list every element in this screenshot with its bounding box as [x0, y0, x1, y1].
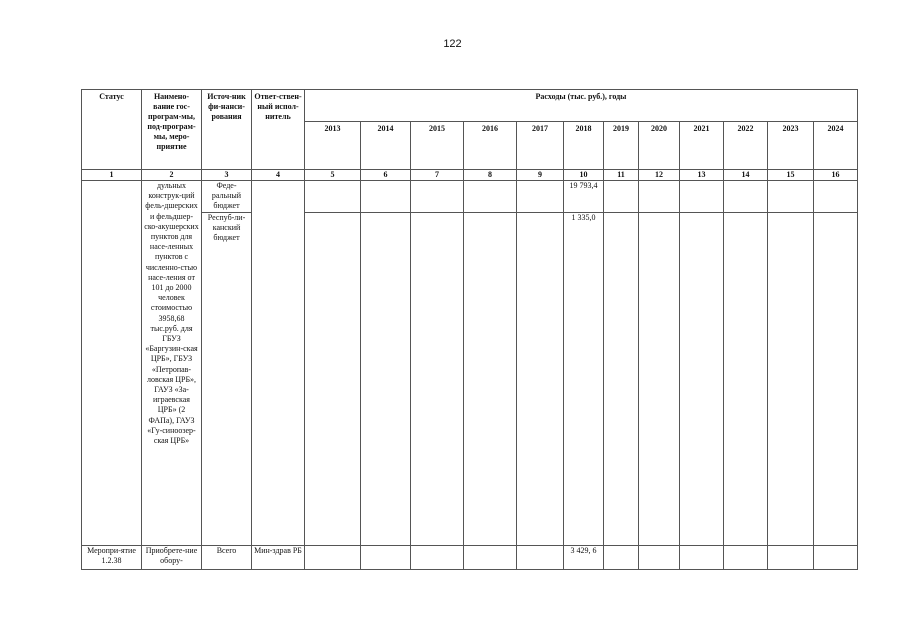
- page-number: 122: [443, 38, 462, 50]
- cell: [604, 546, 639, 570]
- year-2015: 2015: [411, 122, 464, 170]
- colnum-8: 8: [464, 170, 517, 181]
- cell: [411, 213, 464, 546]
- cell: [639, 181, 680, 213]
- cell: [814, 181, 858, 213]
- colnum-5: 5: [305, 170, 361, 181]
- cell: [768, 213, 814, 546]
- status-cell-empty: [82, 181, 142, 546]
- budget-table: [81, 89, 858, 570]
- header-source: Источ-ник фи-нанси-рования: [202, 90, 252, 170]
- colnum-15: 15: [768, 170, 814, 181]
- cell: [361, 181, 411, 213]
- header-name: Наимено-вание гос-програм-мы, под-програм-мы, меро-приятие: [142, 90, 202, 170]
- cell: [724, 213, 768, 546]
- colnum-3: 3: [202, 170, 252, 181]
- cell: [680, 181, 724, 213]
- year-2018: 2018: [564, 122, 604, 170]
- year-2020: 2020: [639, 122, 680, 170]
- cell: [411, 181, 464, 213]
- cell: [724, 546, 768, 570]
- cell: [361, 213, 411, 546]
- colnum-9: 9: [517, 170, 564, 181]
- header-status: Статус: [82, 90, 142, 170]
- colnum-7: 7: [411, 170, 464, 181]
- source-federal: Феде-ральный бюджет: [202, 181, 252, 213]
- colnum-6: 6: [361, 170, 411, 181]
- column-number-row: [82, 170, 858, 181]
- value-event-2018: 3 429, 6: [564, 546, 604, 570]
- year-2021: 2021: [680, 122, 724, 170]
- cell: [604, 213, 639, 546]
- year-2023: 2023: [768, 122, 814, 170]
- year-2013: 2013: [305, 122, 361, 170]
- year-2017: 2017: [517, 122, 564, 170]
- colnum-11: 11: [604, 170, 639, 181]
- colnum-10: 10: [564, 170, 604, 181]
- cell: [305, 181, 361, 213]
- colnum-12: 12: [639, 170, 680, 181]
- cell: [814, 213, 858, 546]
- value-republic-2018: 1 335,0: [564, 213, 604, 546]
- cell: [517, 181, 564, 213]
- event-name-continuation: дульных конструк-ций фель-дшерских и фельдшер-ско-акушерских пунктов для насе-ленных пунктов с численно-стью насе-ления от 101 до 2000 человек стоимостью 3958,68 тыс.руб. для ГБУЗ «Баргузин-ская ЦРБ», ГБУЗ «Петропав-ловская ЦРБ», ГАУЗ «За-играевская ЦРБ» (2 ФАПа), ГАУЗ «Гу-синоозер-ская ЦРБ»: [142, 181, 202, 546]
- cell: [464, 181, 517, 213]
- cell: [639, 213, 680, 546]
- cell: [305, 546, 361, 570]
- cell: [517, 213, 564, 546]
- cell: [680, 213, 724, 546]
- cell: [517, 546, 564, 570]
- cell: [724, 181, 768, 213]
- year-2019: 2019: [604, 122, 639, 170]
- year-2016: 2016: [464, 122, 517, 170]
- colnum-1: 1: [82, 170, 142, 181]
- cell: [305, 213, 361, 546]
- cell: [604, 181, 639, 213]
- value-federal-2018: 19 793,4: [564, 181, 604, 213]
- event-source: Всего: [202, 546, 252, 570]
- cell: [464, 213, 517, 546]
- year-2022: 2022: [724, 122, 768, 170]
- colnum-4: 4: [252, 170, 305, 181]
- event-executor: Мин-здрав РБ: [252, 546, 305, 570]
- cell: [361, 546, 411, 570]
- event-name: Приобрете-ние обору-: [142, 546, 202, 570]
- colnum-2: 2: [142, 170, 202, 181]
- cell: [768, 546, 814, 570]
- cell: [464, 546, 517, 570]
- year-2014: 2014: [361, 122, 411, 170]
- header-row-1: [82, 90, 858, 122]
- row-event-1-2-38: [82, 546, 858, 570]
- header-expenses: Расходы (тыс. руб.), годы: [305, 90, 858, 122]
- colnum-14: 14: [724, 170, 768, 181]
- cell: [814, 546, 858, 570]
- colnum-16: 16: [814, 170, 858, 181]
- year-2024: 2024: [814, 122, 858, 170]
- header-executor: Ответ-ствен-ный испол-нитель: [252, 90, 305, 170]
- cell: [639, 546, 680, 570]
- cell: [680, 546, 724, 570]
- row-federal: [82, 181, 858, 213]
- source-republic: Респуб-ли-канский бюджет: [202, 213, 252, 546]
- cell: [768, 181, 814, 213]
- colnum-13: 13: [680, 170, 724, 181]
- executor-cell-empty: [252, 181, 305, 546]
- event-status: Меропри-ятие 1.2.38: [82, 546, 142, 570]
- cell: [411, 546, 464, 570]
